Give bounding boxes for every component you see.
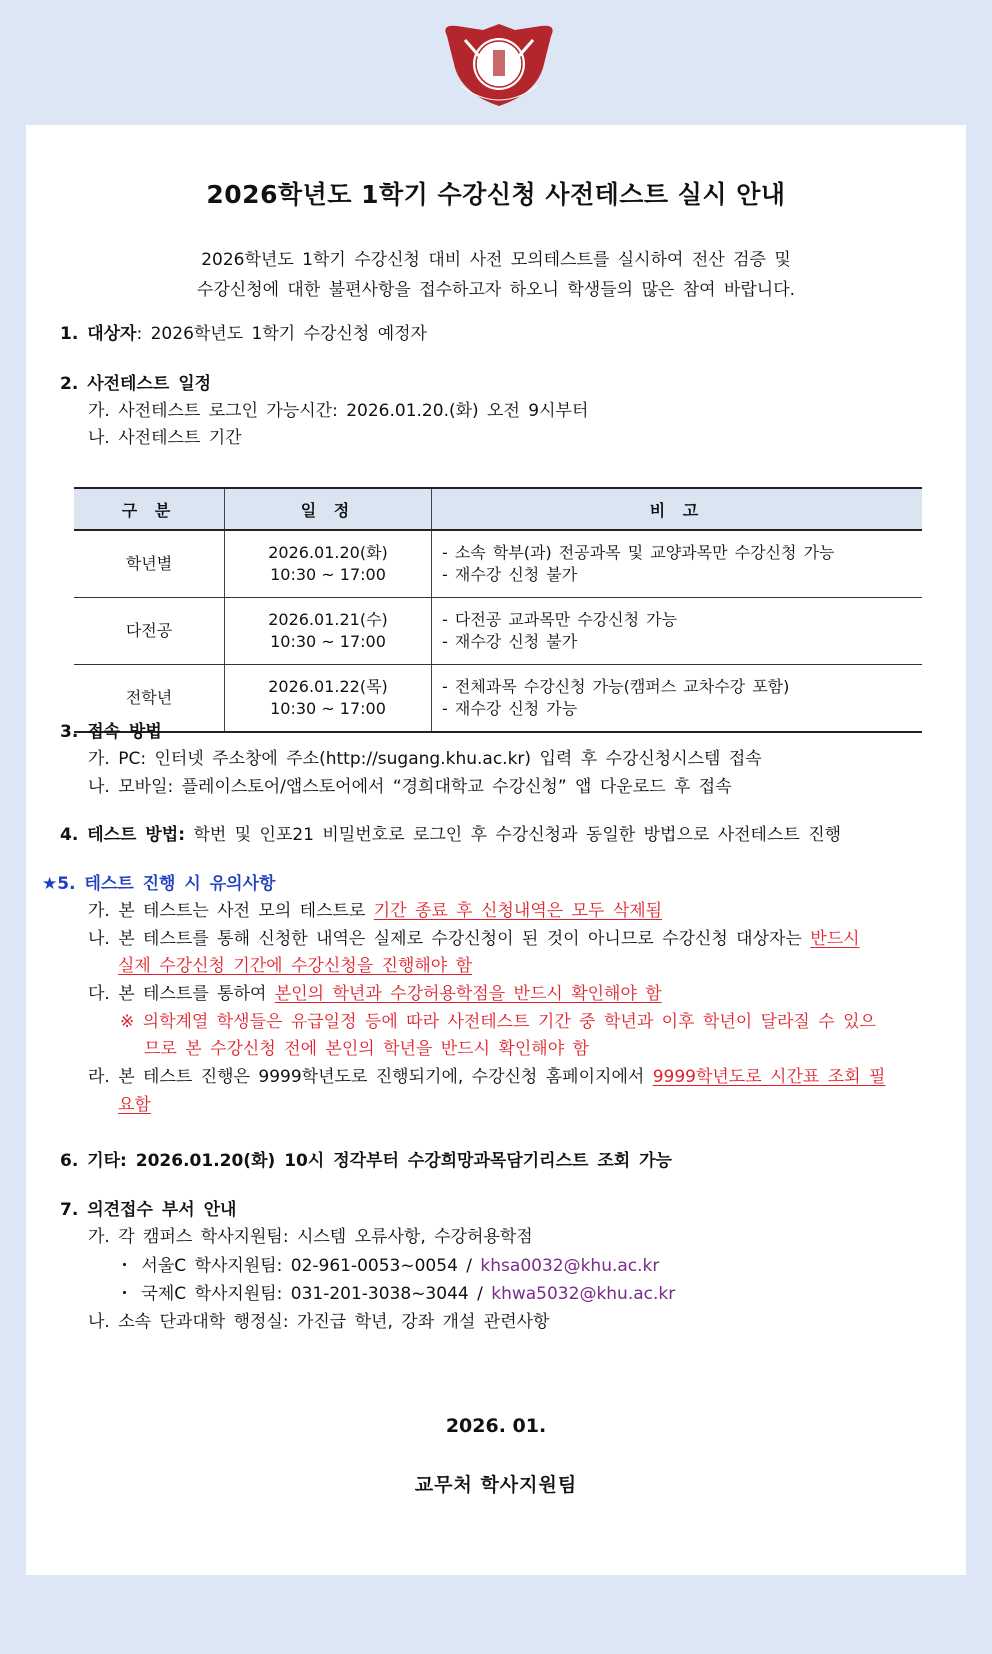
schedule-cell [225,598,432,665]
section-heading-important [42,869,275,894]
intro-paragraph [26,245,966,305]
caution-item-c [88,979,662,1004]
contact-text: ・ 서울C 학사지원팀: 02-961-0053~0054 / [116,1256,481,1276]
note-text: - 재수강 신청 가능 [442,699,578,718]
medical-note: ※ 의학계열 학생들은 유급일정 등에 따라 사전테스트 기간 중 학년과 이후 학년이 달라질 수 있으 [120,1012,876,1032]
schedule-table [74,487,922,733]
date-text: 2026.01.20(화) [268,543,388,562]
issuing-department: 교무처 학사지원팀 [414,1474,578,1496]
section-label: 4. 테스트 방법: [60,825,186,845]
issue-date: 2026. 01. [445,1415,547,1437]
date-text: 2026.01.21(수) [268,610,388,629]
time-text: 10:30 ~ 17:00 [270,632,386,651]
caution-text: 다. 본 테스트를 통하여 [88,984,275,1004]
table-row [74,665,922,733]
time-text: 10:30 ~ 17:00 [270,699,386,718]
section-text: : 2026학년도 1학기 수강신청 예정자 [136,324,427,344]
contact-global [116,1279,675,1304]
intro-line: 2026학년도 1학기 수강신청 대비 사전 모의테스트를 실시하여 전산 검증 및 [201,250,791,270]
note-text: - 재수강 신청 불가 [442,565,578,584]
caution-item-d [88,1062,885,1087]
section-label: 1. 대상자 [60,324,137,344]
caution-emphasis: 실제 수강신청 기간에 수강신청을 진행해야 함 [118,956,473,976]
time-text: 10:30 ~ 17:00 [270,565,386,584]
notice-document [26,125,966,1575]
email-link[interactable]: khwa5032@khu.ac.kr [491,1284,676,1304]
schedule-cell [225,530,432,598]
caution-emphasis: 9999학년도로 시간표 조회 필 [652,1067,886,1087]
section-text: 학번 및 인포21 비밀번호로 로그인 후 수강신청과 동일한 방법으로 사전테스트 진행 [185,825,842,845]
section-test-method [60,820,841,845]
caution-item-d-cont [118,1090,151,1115]
caution-item-b-cont [118,951,472,976]
caution-emphasis: 기간 종료 후 신청내역은 모두 삭제됨 [373,901,663,921]
contact-item-b: 나. 소속 단과대학 행정실: 가진급 학년, 강좌 개설 관련사항 [88,1312,550,1332]
section-heading: 7. 의견접수 부서 안내 [60,1200,237,1220]
category-cell: 다전공 [74,598,225,665]
note-cell [432,530,923,598]
contact-item-a: 가. 각 캠퍼스 학사지원팀: 시스템 오류사항, 수강허용학점 [88,1227,533,1247]
section-heading: 3. 접속 방법 [60,722,162,742]
date-text: 2026.01.22(목) [268,677,388,696]
caution-item-b [88,924,860,949]
access-mobile: 나. 모바일: 플레이스토어/앱스토어에서 “경희대학교 수강신청” 앱 다운로드 후 접속 [88,777,732,797]
intro-line: 수강신청에 대한 불편사항을 접수하고자 하오니 학생들의 많은 참여 바랍니다. [196,280,796,300]
caution-emphasis: 본인의 학년과 수강허용학점을 반드시 확인해야 함 [274,984,662,1004]
caution-text: 가. 본 테스트는 사전 모의 테스트로 [88,901,374,921]
column-header: 구 분 [74,488,225,530]
caution-text: 나. 본 테스트를 통해 신청한 내역은 실제로 수강신청이 된 것이 아니므로 수강신청 대상자는 [88,929,811,949]
note-text: - 소속 학부(과) 전공과목 및 교양과목만 수강신청 가능 [442,543,835,562]
caution-emphasis: 반드시 [810,929,860,949]
category-cell: 학년별 [74,530,225,598]
medical-note-cont: 므로 본 수강신청 전에 본인의 학년을 반드시 확인해야 함 [144,1039,589,1059]
section-heading-text: 5. 테스트 진행 시 유의사항 [57,874,276,894]
column-header: 비 고 [432,488,923,530]
star-icon: ★ [42,874,58,894]
schedule-period-label: 나. 사전테스트 기간 [88,428,242,448]
note-text: - 재수강 신청 불가 [442,632,578,651]
schedule-cell [225,665,432,733]
caution-item-a [88,896,662,921]
email-link[interactable]: khsa0032@khu.ac.kr [480,1256,660,1276]
page-title: 2026학년도 1학기 수강신청 사전테스트 실시 안내 [206,180,786,209]
section-target [60,319,427,344]
section-other: 6. 기타: 2026.01.20(화) 10시 정각부터 수강희망과목담기리스트 조회 가능 [60,1151,672,1171]
table-header-row [74,488,922,530]
note-text: - 전체과목 수강신청 가능(캠퍼스 교차수강 포함) [442,677,790,696]
table-row [74,598,922,665]
university-seal-icon [435,16,563,112]
schedule-login-time: 가. 사전테스트 로그인 가능시간: 2026.01.20.(화) 오전 9시부터 [88,401,589,421]
column-header: 일 정 [225,488,432,530]
caution-text: 라. 본 테스트 진행은 9999학년도로 진행되기에, 수강신청 홈페이지에서 [88,1067,653,1087]
contact-text: ・ 국제C 학사지원팀: 031-201-3038~3044 / [116,1284,492,1304]
note-cell [432,598,923,665]
access-pc: 가. PC: 인터넷 주소창에 주소(http://sugang.khu.ac.kr) 입력 후 수강신청시스템 접속 [88,749,762,769]
caution-emphasis: 요함 [118,1095,151,1115]
category-cell: 전학년 [74,665,225,733]
contact-seoul [116,1251,659,1276]
note-cell [432,665,923,733]
table-row [74,530,922,598]
section-heading: 2. 사전테스트 일정 [60,374,212,394]
note-text: - 다전공 교과목만 수강신청 가능 [442,610,678,629]
